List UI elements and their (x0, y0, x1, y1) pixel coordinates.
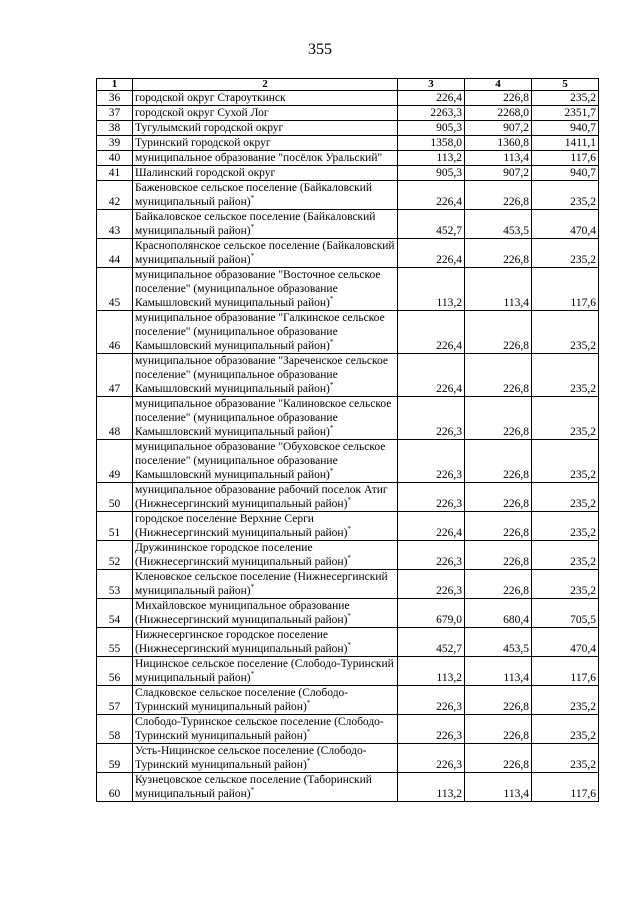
row-number: 52 (97, 541, 133, 570)
value-v3: 679,0 (398, 599, 465, 628)
table-row (97, 210, 599, 239)
table-row (97, 311, 599, 354)
municipality-name-text: Байкаловское сельское поселение (Байкаловский муниципальный район) (135, 211, 376, 237)
table-row (97, 440, 599, 483)
municipality-name (133, 773, 398, 802)
page-number: 355 (308, 41, 332, 58)
table-row (97, 657, 599, 686)
value-v4: 226,8 (465, 686, 532, 715)
value-v4: 226,8 (465, 715, 532, 744)
value-v3: 226,3 (398, 541, 465, 570)
column-header: 3 (398, 79, 465, 91)
value-v3: 113,2 (398, 657, 465, 686)
table-row (97, 181, 599, 210)
row-number: 53 (97, 570, 133, 599)
municipality-name (133, 715, 398, 744)
row-number: 36 (97, 91, 133, 106)
column-header: 1 (97, 79, 133, 91)
row-number: 49 (97, 440, 133, 483)
value-v4: 113,4 (465, 268, 532, 311)
value-v3: 113,2 (398, 151, 465, 166)
table-row (97, 268, 599, 311)
footnote-asterisk: * (329, 381, 334, 389)
value-v5: 235,2 (532, 570, 599, 599)
municipality-name (133, 210, 398, 239)
row-number: 41 (97, 166, 133, 181)
municipality-name (133, 91, 398, 106)
row-number: 46 (97, 311, 133, 354)
municipality-name (133, 628, 398, 657)
value-v3: 452,7 (398, 628, 465, 657)
value-v4: 226,8 (465, 512, 532, 541)
value-v5: 940,7 (532, 121, 599, 136)
municipality-name-text: муниципальное образование "Галкинское сельское поселение" (муниципальное образование Камышловский муниципальный район) (135, 312, 385, 352)
value-v4: 226,8 (465, 311, 532, 354)
table-row (97, 354, 599, 397)
value-v4: 453,5 (465, 210, 532, 239)
value-v3: 113,2 (398, 773, 465, 802)
municipality-name (133, 744, 398, 773)
value-v4: 2268,0 (465, 106, 532, 121)
value-v5: 235,2 (532, 91, 599, 106)
value-v3: 452,7 (398, 210, 465, 239)
footnote-asterisk: * (250, 223, 255, 231)
table-row (97, 106, 599, 121)
municipality-name-text: Сладковское сельское поселение (Слободо-Туринский муниципальный район) (135, 687, 349, 713)
municipality-name (133, 181, 398, 210)
footnote-asterisk: * (250, 786, 255, 794)
municipality-name-text: Кузнецовское сельское поселение (Таборинский муниципальный район) (135, 774, 372, 800)
municipality-name (133, 151, 398, 166)
municipality-name-text: Туринский городской округ (135, 137, 271, 149)
value-v4: 226,8 (465, 440, 532, 483)
value-v4: 226,8 (465, 483, 532, 512)
footnote-asterisk: * (306, 728, 311, 736)
value-v3: 226,4 (398, 239, 465, 268)
municipality-name-text: Михайловское муниципальное образование (Нижнесергинский муниципальный район) (135, 600, 350, 626)
footnote-asterisk: * (347, 554, 351, 562)
municipality-name (133, 686, 398, 715)
value-v4: 226,8 (465, 397, 532, 440)
municipality-name (133, 354, 398, 397)
row-number: 45 (97, 268, 133, 311)
table-row (97, 715, 599, 744)
value-v5: 117,6 (532, 151, 599, 166)
municipality-name-text: городское поселение Верхние Серги (Нижнесергинский муниципальный район) (135, 513, 348, 539)
municipality-name-text: Шалинский городской округ (135, 167, 276, 179)
municipality-name-text: Усть-Ницинское сельское поселение (Слободо-Туринский муниципальный район) (135, 745, 367, 771)
table-row (97, 483, 599, 512)
table-row (97, 541, 599, 570)
table-row (97, 628, 599, 657)
value-v3: 226,3 (398, 483, 465, 512)
table-row (97, 570, 599, 599)
row-number: 59 (97, 744, 133, 773)
column-header: 2 (133, 79, 398, 91)
value-v3: 2263,3 (398, 106, 465, 121)
value-v3: 905,3 (398, 166, 465, 181)
header-row (97, 79, 599, 91)
municipality-name (133, 239, 398, 268)
footnote-asterisk: * (250, 252, 255, 260)
footnote-asterisk: * (329, 424, 334, 432)
value-v3: 226,3 (398, 686, 465, 715)
municipality-name-text: муниципальное образование "Обуховское сельское поселение" (муниципальное образование Камышловский муниципальный район) (135, 441, 386, 481)
value-v5: 235,2 (532, 483, 599, 512)
municipality-name (133, 483, 398, 512)
municipality-name (133, 599, 398, 628)
value-v4: 226,8 (465, 570, 532, 599)
municipality-name (133, 311, 398, 354)
value-v5: 235,2 (532, 744, 599, 773)
municipality-name (133, 121, 398, 136)
value-v4: 907,2 (465, 166, 532, 181)
municipality-name-text: муниципальное образование "Калиновское сельское поселение" (муниципальное образование Камышловский муниципальный район) (135, 398, 392, 438)
value-v4: 113,4 (465, 151, 532, 166)
value-v5: 470,4 (532, 210, 599, 239)
value-v5: 235,2 (532, 541, 599, 570)
value-v4: 113,4 (465, 773, 532, 802)
value-v4: 226,8 (465, 541, 532, 570)
row-number: 44 (97, 239, 133, 268)
row-number: 50 (97, 483, 133, 512)
table-row (97, 239, 599, 268)
value-v4: 226,8 (465, 239, 532, 268)
municipality-name-text: Баженовское сельское поселение (Байкаловский муниципальный район) (135, 182, 372, 208)
column-header: 4 (465, 79, 532, 91)
municipality-name (133, 268, 398, 311)
table-row (97, 686, 599, 715)
value-v5: 235,2 (532, 311, 599, 354)
value-v5: 235,2 (532, 715, 599, 744)
value-v4: 453,5 (465, 628, 532, 657)
table-row (97, 744, 599, 773)
footnote-asterisk: * (347, 525, 351, 533)
municipality-name (133, 166, 398, 181)
value-v5: 1411,1 (532, 136, 599, 151)
footnote-asterisk: * (347, 641, 351, 649)
row-number: 47 (97, 354, 133, 397)
value-v5: 705,5 (532, 599, 599, 628)
table-row (97, 136, 599, 151)
table-row (97, 91, 599, 106)
value-v4: 226,8 (465, 744, 532, 773)
municipality-name-text: муниципальное образование рабочий поселок Атиг (Нижнесергинский муниципальный район) (135, 484, 388, 510)
value-v5: 2351,7 (532, 106, 599, 121)
footnote-asterisk: * (347, 496, 351, 504)
municipality-name (133, 397, 398, 440)
municipality-name (133, 136, 398, 151)
value-v3: 226,4 (398, 181, 465, 210)
value-v3: 905,3 (398, 121, 465, 136)
municipality-name (133, 512, 398, 541)
value-v3: 113,2 (398, 268, 465, 311)
municipality-name (133, 570, 398, 599)
footnote-asterisk: * (250, 583, 255, 591)
table-row (97, 166, 599, 181)
value-v4: 226,8 (465, 354, 532, 397)
footnote-asterisk: * (306, 699, 311, 707)
row-number: 60 (97, 773, 133, 802)
data-table (96, 78, 599, 802)
value-v3: 226,3 (398, 744, 465, 773)
row-number: 54 (97, 599, 133, 628)
value-v5: 235,2 (532, 397, 599, 440)
value-v5: 235,2 (532, 512, 599, 541)
value-v4: 113,4 (465, 657, 532, 686)
municipality-name (133, 541, 398, 570)
footnote-asterisk: * (347, 612, 351, 620)
municipality-name-text: муниципальное образование "посёлок Уральский" (135, 152, 383, 164)
value-v5: 235,2 (532, 686, 599, 715)
footnote-asterisk: * (329, 467, 334, 475)
value-v5: 940,7 (532, 166, 599, 181)
value-v5: 117,6 (532, 268, 599, 311)
municipality-name-text: городской округ Сухой Лог (135, 107, 269, 119)
footnote-asterisk: * (250, 670, 255, 678)
value-v3: 226,4 (398, 512, 465, 541)
footnote-asterisk: * (250, 194, 255, 202)
table-row (97, 121, 599, 136)
table-body (97, 91, 599, 802)
table-row (97, 599, 599, 628)
footnote-asterisk: * (329, 338, 334, 346)
row-number: 42 (97, 181, 133, 210)
municipality-name-text: Слободо-Туринское сельское поселение (Слободо-Туринский муниципальный район) (135, 716, 384, 742)
value-v5: 117,6 (532, 657, 599, 686)
value-v3: 226,3 (398, 397, 465, 440)
value-v5: 117,6 (532, 773, 599, 802)
value-v3: 226,3 (398, 715, 465, 744)
value-v4: 226,8 (465, 91, 532, 106)
value-v3: 226,4 (398, 91, 465, 106)
row-number: 48 (97, 397, 133, 440)
table-row (97, 512, 599, 541)
municipality-name (133, 657, 398, 686)
value-v5: 235,2 (532, 181, 599, 210)
value-v4: 1360,8 (465, 136, 532, 151)
table-row (97, 151, 599, 166)
municipality-name-text: Ницинское сельское поселение (Слободо-Туринский муниципальный район) (135, 658, 394, 684)
column-header: 5 (532, 79, 599, 91)
value-v4: 907,2 (465, 121, 532, 136)
municipality-name (133, 440, 398, 483)
row-number: 57 (97, 686, 133, 715)
value-v5: 235,2 (532, 239, 599, 268)
value-v3: 226,4 (398, 311, 465, 354)
row-number: 55 (97, 628, 133, 657)
value-v3: 226,4 (398, 354, 465, 397)
footnote-asterisk: * (329, 295, 334, 303)
municipality-name-text: Краснополянское сельское поселение (Байкаловский муниципальный район) (135, 240, 395, 266)
municipality-name-text: Нижнесергинское городское поселение (Нижнесергинский муниципальный район) (135, 629, 348, 655)
value-v4: 680,4 (465, 599, 532, 628)
row-number: 58 (97, 715, 133, 744)
row-number: 40 (97, 151, 133, 166)
row-number: 37 (97, 106, 133, 121)
row-number: 43 (97, 210, 133, 239)
value-v5: 235,2 (532, 440, 599, 483)
value-v3: 1358,0 (398, 136, 465, 151)
table-row (97, 397, 599, 440)
municipality-name-text: городской округ Староуткинск (135, 92, 286, 104)
row-number: 38 (97, 121, 133, 136)
value-v4: 226,8 (465, 181, 532, 210)
municipality-name-text: Тугулымский городской округ (135, 122, 284, 134)
value-v5: 235,2 (532, 354, 599, 397)
municipality-name-text: муниципальное образование "Восточное сельское поселение" (муниципальное образование Камышловский муниципальный район) (135, 269, 381, 309)
value-v3: 226,3 (398, 570, 465, 599)
value-v3: 226,3 (398, 440, 465, 483)
footnote-asterisk: * (306, 757, 311, 765)
municipality-name (133, 106, 398, 121)
municipality-name-text: муниципальное образование "Зареченское сельское поселение" (муниципальное образование Камышловский муниципальный район) (135, 355, 388, 395)
row-number: 51 (97, 512, 133, 541)
value-v5: 470,4 (532, 628, 599, 657)
row-number: 39 (97, 136, 133, 151)
municipality-name-text: Дружининское городское поселение (Нижнесергинский муниципальный район) (135, 542, 348, 568)
row-number: 56 (97, 657, 133, 686)
table-row (97, 773, 599, 802)
municipality-name-text: Кленовское сельское поселение (Нижнесергинский муниципальный район) (135, 571, 388, 597)
